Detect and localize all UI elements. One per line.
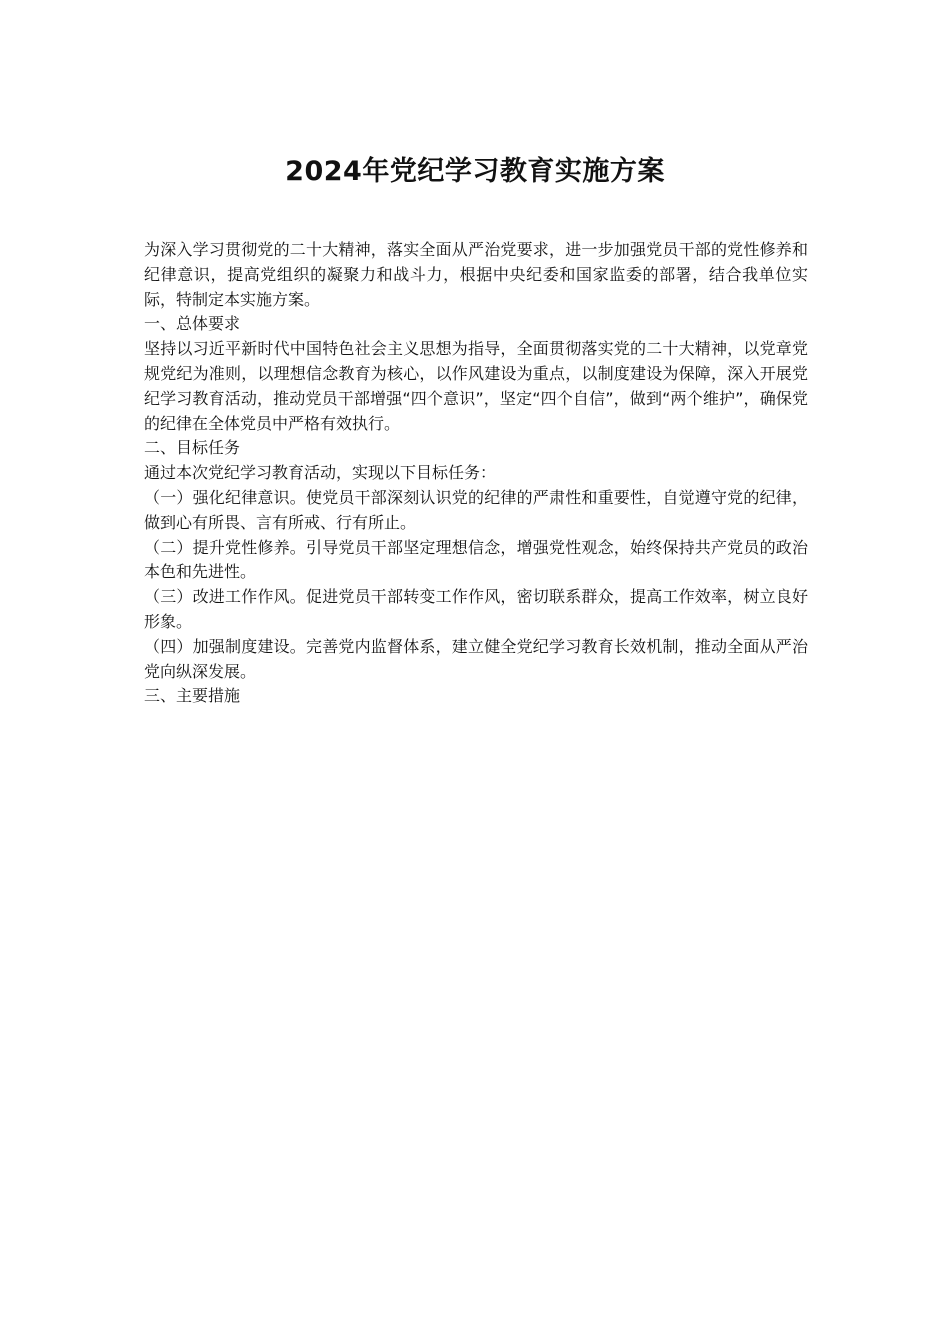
intro-paragraph: 为深入学习贯彻党的二十大精神，落实全面从严治党要求，进一步加强党员干部的党性修养和纪律意识，提高党组织的凝聚力和战斗力，根据中央纪委和国家监委的部署，结合我单位实际，特制定本实施方案。 xyxy=(144,240,808,309)
document-title: 2024年党纪学习教育实施方案 xyxy=(285,156,665,187)
task-item-2: （二）提升党性修养。引导党员干部坚定理想信念，增强党性观念，始终保持共产党员的政治本色和先进性。 xyxy=(144,537,808,582)
task-item-3: （三）改进工作作风。促进党员干部转变工作作风，密切联系群众，提高工作效率，树立良好形象。 xyxy=(144,587,808,631)
general-requirements-paragraph: 坚持以习近平新时代中国特色社会主义思想为指导，全面贯彻落实党的二十大精神，以党章党规党纪为准则，以理想信念教育为核心，以作风建设为重点，以制度建设为保障，深入开展党纪学习教育活动，推动党员干部增强“四个意识”，坚定“四个自信”，做到“两个维护”，确保党的纪律在全体党员中严格有效执行。 xyxy=(144,339,808,433)
section-heading-main-measures: 三、主要措施 xyxy=(144,686,241,706)
task-item-4: （四）加强制度建设。完善党内监督体系，建立健全党纪学习教育长效机制，推动全面从严治党向纵深发展。 xyxy=(144,636,808,681)
section-heading-general-requirements: 一、总体要求 xyxy=(144,314,241,334)
document-body xyxy=(144,238,808,709)
objectives-intro-paragraph: 通过本次党纪学习教育活动，实现以下目标任务： xyxy=(144,463,497,483)
task-item-1: （一）强化纪律意识。使党员干部深刻认识党的纪律的严肃性和重要性，自觉遵守党的纪律，做到心有所畏、言有所戒、行有所止。 xyxy=(144,487,808,532)
section-heading-objectives: 二、目标任务 xyxy=(144,438,241,458)
